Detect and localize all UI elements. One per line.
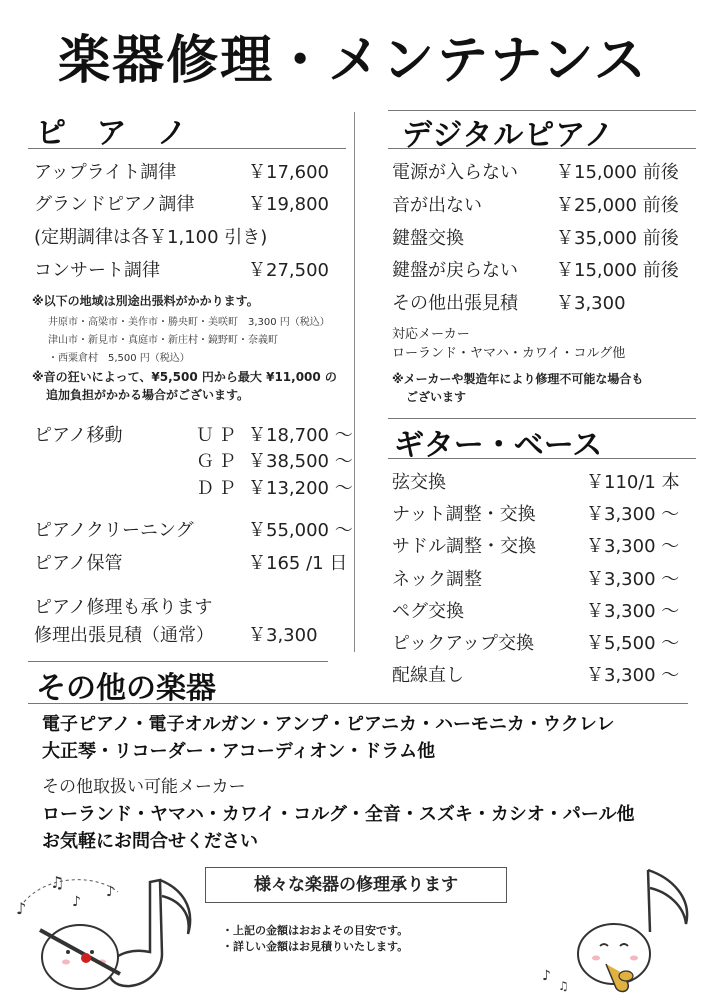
- piano-move-label: ピアノ移動: [34, 425, 123, 446]
- piano-item-price: ￥19,800: [248, 194, 329, 215]
- piano-move-type: ＵＰ: [196, 425, 240, 446]
- piano-repair-line: ピアノ修理も承ります: [34, 597, 213, 618]
- digital-heading-rule: [388, 148, 696, 149]
- footnote: ・上記の金額はおおよその目安です。: [222, 924, 409, 937]
- digital-item-name: その他出張見積: [392, 293, 518, 314]
- digital-item-price: ￥15,000 前後: [556, 260, 679, 281]
- piano-move-price: ￥18,700 ～: [248, 425, 353, 446]
- area-line: 井原市・高梁市・美作市・勝央町・美咲町 3,300 円（税込）: [48, 317, 330, 328]
- piano-item-name: (定期調律は各￥1,100 引き): [34, 227, 268, 248]
- guitar-item-price: ￥110/1 本: [586, 472, 680, 493]
- piano-move-price: ￥13,200 ～: [248, 478, 353, 499]
- digital-item-name: 鍵盤が戻らない: [392, 260, 518, 281]
- guitar-heading: ギター・ベース: [394, 428, 603, 463]
- other-makers-label: その他取扱い可能メーカー: [42, 777, 246, 797]
- other-heading-top-rule: [28, 661, 328, 662]
- page-title: 楽器修理・メンテナンス: [58, 31, 648, 91]
- travel-note: ※以下の地域は別途出張料がかかります。: [32, 294, 259, 308]
- digital-heading: デジタルピアノ: [402, 118, 615, 153]
- tune-note: 追加負担がかかる場合がございます。: [46, 388, 250, 402]
- other-instruments-line: 電子ピアノ・電子オルガン・アンプ・ピアニカ・ハーモニカ・ウクレレ: [42, 714, 615, 735]
- piano-estimate-name: 修理出張見積（通常）: [34, 625, 214, 646]
- svg-text:♫: ♫: [50, 873, 65, 892]
- guitar-item-price: ￥3,300 ～: [586, 601, 680, 622]
- piano-move-type: ＤＰ: [196, 478, 240, 499]
- digital-item-price: ￥25,000 前後: [556, 195, 679, 216]
- svg-text:♪: ♪: [16, 899, 27, 918]
- guitar-item-price: ￥3,300 ～: [586, 536, 680, 557]
- other-heading: その他の楽器: [36, 671, 216, 706]
- piano-move-type: ＧＰ: [196, 451, 240, 472]
- digital-makers-label: 対応メーカー: [392, 327, 470, 342]
- contact-line: お気軽にお問合せください: [42, 831, 258, 852]
- digital-heading-top-rule: [388, 110, 696, 111]
- area-line: 津山市・新見市・真庭市・新庄村・鏡野町・奈義町: [48, 335, 278, 346]
- svg-text:♪: ♪: [72, 894, 81, 910]
- piano-estimate-price: ￥3,300: [248, 625, 318, 646]
- piano-cleaning-price: ￥55,000 ～: [248, 520, 353, 541]
- guitar-item-name: ピックアップ交換: [392, 633, 535, 654]
- other-instruments-line: 大正琴・リコーダー・アコーディオン・ドラム他: [42, 741, 436, 762]
- guitar-item-price: ￥3,300 ～: [586, 504, 680, 525]
- repair-banner: 様々な楽器の修理承ります: [205, 867, 507, 903]
- digital-item-name: 電源が入らない: [392, 162, 518, 183]
- piano-item-price: ￥27,500: [248, 260, 329, 281]
- digital-makers: ローランド・ヤマハ・カワイ・コルグ他: [392, 346, 626, 361]
- guitar-item-price: ￥5,500 ～: [586, 633, 680, 654]
- guitar-item-name: ペグ交換: [392, 601, 464, 622]
- digital-item-name: 鍵盤交換: [392, 228, 464, 249]
- piano-cleaning-name: ピアノクリーニング: [34, 520, 194, 541]
- piano-item-name: グランドピアノ調律: [34, 194, 195, 215]
- digital-item-name: 音が出ない: [392, 195, 482, 216]
- digital-item-price: ￥35,000 前後: [556, 228, 679, 249]
- piano-item-price: ￥17,600: [248, 162, 329, 183]
- guitar-item-name: 弦交換: [392, 472, 446, 493]
- other-makers: ローランド・ヤマハ・カワイ・コルグ・全音・スズキ・カシオ・パール他: [42, 804, 635, 825]
- music-note-character-left-illustration: [10, 862, 210, 1000]
- svg-text:♪: ♪: [106, 884, 115, 900]
- guitar-item-name: ナット調整・交換: [392, 504, 536, 525]
- guitar-item-price: ￥3,300 ～: [586, 569, 680, 590]
- guitar-item-name: ネック調整: [392, 569, 482, 590]
- digital-note: ございます: [406, 390, 467, 404]
- guitar-heading-rule: [388, 458, 696, 459]
- digital-item-price: ￥3,300: [556, 293, 626, 314]
- piano-storage-name: ピアノ保管: [34, 553, 123, 574]
- other-heading-rule: [28, 703, 688, 704]
- digital-note: ※メーカーや製造年により修理不可能な場合も: [392, 372, 644, 386]
- guitar-heading-top-rule: [388, 418, 696, 419]
- svg-text:♫: ♫: [558, 979, 569, 993]
- footnote: ・詳しい金額はお見積りいたします。: [222, 940, 409, 953]
- digital-item-price: ￥15,000 前後: [556, 162, 679, 183]
- piano-heading-rule: [28, 148, 346, 149]
- piano-storage-price: ￥165 /1 日: [248, 553, 348, 574]
- guitar-item-name: サドル調整・交換: [392, 536, 536, 557]
- piano-item-name: アップライト調律: [34, 162, 177, 183]
- svg-text:♪: ♪: [542, 968, 551, 984]
- guitar-item-name: 配線直し: [392, 665, 464, 686]
- tune-note: ※音の狂いによって、¥5,500 円から最大 ¥11,000 の: [32, 370, 337, 384]
- piano-heading: ピ ア ノ: [36, 116, 197, 151]
- column-divider: [354, 112, 355, 652]
- area-line: ・西粟倉村 5,500 円（税込）: [48, 353, 190, 364]
- guitar-item-price: ￥3,300 ～: [586, 665, 680, 686]
- piano-move-price: ￥38,500 ～: [248, 451, 353, 472]
- piano-item-name: コンサート調律: [34, 260, 160, 281]
- music-note-character-right-illustration: [536, 862, 701, 997]
